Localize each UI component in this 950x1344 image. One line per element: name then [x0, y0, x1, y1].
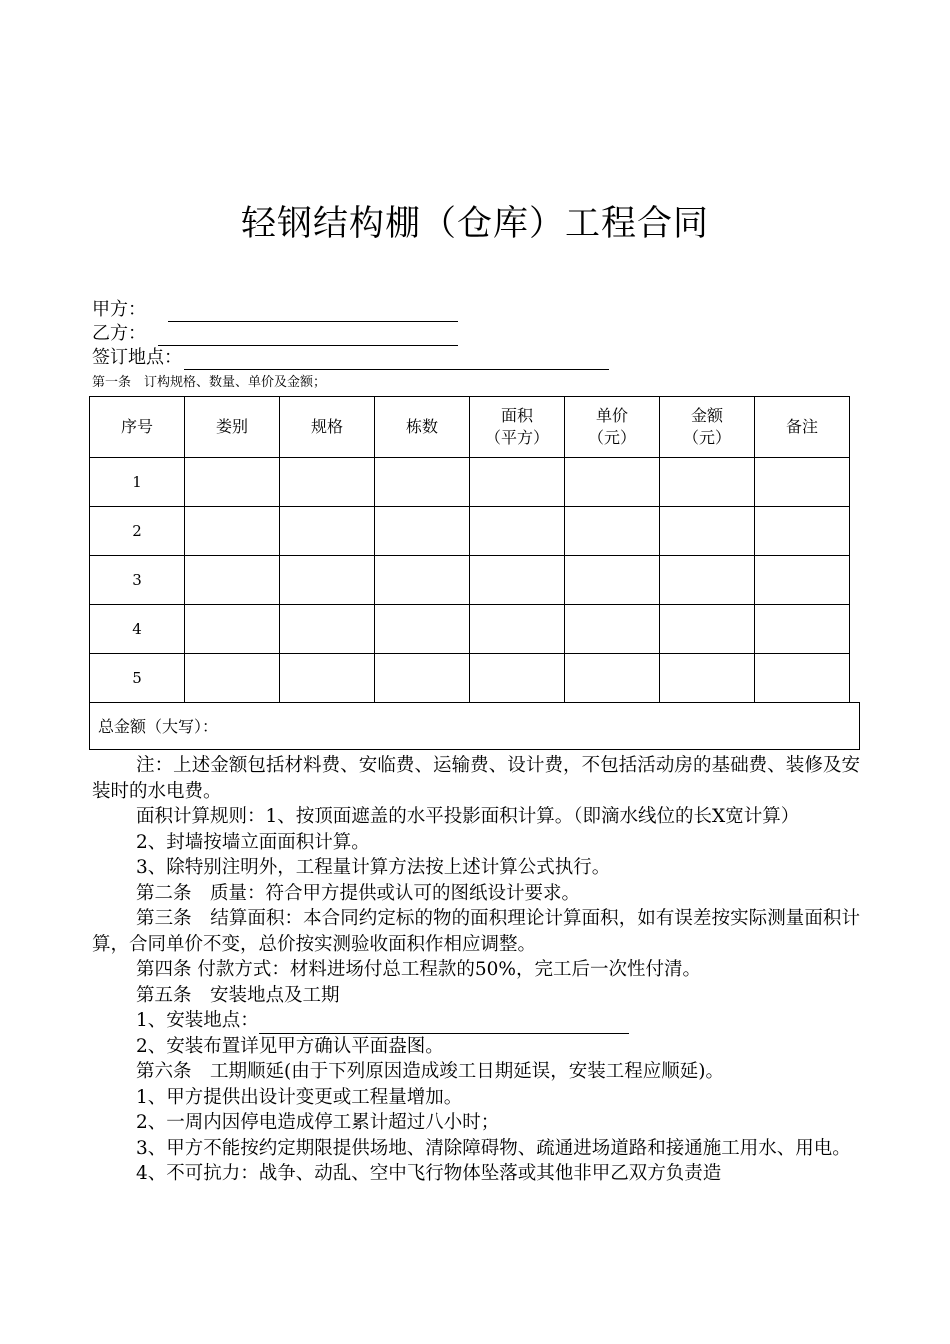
table-cell	[565, 556, 660, 605]
table-cell	[660, 654, 755, 703]
table-cell	[185, 458, 280, 507]
table-cell	[375, 556, 470, 605]
party-b-label: 乙方：	[92, 323, 146, 344]
table-cell	[280, 605, 375, 654]
header-cell: 规格	[280, 397, 375, 458]
header-cell: 栋数	[375, 397, 470, 458]
signing-place-row	[92, 346, 609, 370]
table-cell	[565, 507, 660, 556]
signing-place-blank	[184, 349, 609, 370]
table-cell	[470, 654, 565, 703]
party-a-blank	[168, 301, 458, 322]
table-cell	[755, 654, 850, 703]
install-layout-item: 2、安装布置详见甲方确认平面盎图。	[136, 1035, 444, 1057]
delay-reason-item: 4、不可抗力：战争、动乱、空中飞行物体坠落或其他非甲乙双方负责造	[136, 1163, 722, 1184]
table-cell	[280, 556, 375, 605]
table-cell	[660, 458, 755, 507]
row-index-cell: 2	[90, 507, 185, 556]
table-cell	[755, 605, 850, 654]
table-cell	[565, 605, 660, 654]
article-2: 第二条 质量：符合甲方提供或认可的图纸设计要求。	[136, 882, 581, 904]
install-location-blank	[259, 1014, 629, 1034]
table-cell	[660, 507, 755, 556]
delay-reason-item: 1、甲方提供出设计变更或工程量增加。	[136, 1086, 463, 1108]
table-header-row	[90, 397, 850, 458]
document-title: 轻钢结构棚（仓库）工程合同	[240, 204, 709, 244]
table-cell	[755, 458, 850, 507]
area-rule-paragraph: 面积计算规则：1、按顶面遮盖的水平投影面积计算。（即滴水线位的长X宽计算）	[136, 806, 800, 827]
table-row	[90, 556, 850, 605]
header-cell: 单价 （元）	[565, 397, 660, 458]
table-cell	[470, 605, 565, 654]
article-3: 第三条 结算面积：本合同约定标的物的面积理论计算面积，如有误差按实际测量面积计算，合同单价不变，总价按实测验收面积作相应调整。	[92, 908, 860, 955]
header-cell: 娄别	[185, 397, 280, 458]
article-6: 第六条 工期顺延(由于下列原因造成竣工日期延误，安装工程应顺延)。	[136, 1061, 724, 1082]
area-rule-item: 3、除特别注明外，工程量计算方法按上述计算公式执行。	[136, 857, 611, 878]
table-cell	[660, 556, 755, 605]
contract-body	[92, 753, 860, 1187]
table-cell	[280, 654, 375, 703]
table-cell	[470, 507, 565, 556]
party-b-row	[92, 322, 458, 346]
table-cell	[755, 556, 850, 605]
row-index-cell: 5	[90, 654, 185, 703]
table-cell	[565, 458, 660, 507]
table-cell	[280, 458, 375, 507]
table-cell	[280, 507, 375, 556]
table-cell	[185, 654, 280, 703]
header-cell: 序号	[90, 397, 185, 458]
delay-reason-item: 3、甲方不能按约定期限提供场地、清除障碍物、疏通进场道路和接通施工用水、用电。	[136, 1137, 851, 1159]
table-row	[90, 458, 850, 507]
article-1-heading: 第一条 订构规格、数量、单价及金额；	[92, 375, 327, 390]
party-a-row	[92, 298, 458, 322]
party-b-blank	[158, 325, 458, 346]
header-cell: 备注	[755, 397, 850, 458]
table-cell	[470, 556, 565, 605]
table-cell	[375, 654, 470, 703]
signing-place-label: 签订地点：	[92, 347, 182, 368]
order-table	[89, 396, 850, 703]
install-location-label: 1、安装地点：	[136, 1010, 259, 1031]
table-cell	[375, 458, 470, 507]
total-amount-label: 总金额（大写）：	[98, 717, 219, 736]
table-cell	[660, 605, 755, 654]
row-index-cell: 3	[90, 556, 185, 605]
table-cell	[755, 507, 850, 556]
table-cell	[185, 556, 280, 605]
area-rule-item: 2、封墙按墙立面面积计算。	[136, 831, 370, 853]
table-row	[90, 507, 850, 556]
party-a-label: 甲方：	[92, 299, 146, 320]
table-cell	[565, 654, 660, 703]
delay-reason-item: 2、一周内因停电造成停工累计超过八小时；	[136, 1112, 500, 1133]
row-index-cell: 1	[90, 458, 185, 507]
table-cell	[375, 605, 470, 654]
row-index-cell: 4	[90, 605, 185, 654]
table-row	[90, 605, 850, 654]
table-cell	[185, 507, 280, 556]
table-cell	[470, 458, 565, 507]
header-cell: 金额 （元）	[660, 397, 755, 458]
table-cell	[185, 605, 280, 654]
table-cell	[375, 507, 470, 556]
install-location-item	[92, 1008, 860, 1034]
total-amount-row	[89, 702, 860, 750]
table-row	[90, 654, 850, 703]
header-cell: 面积 （平方）	[470, 397, 565, 458]
note-paragraph: 注：上述金额包括材料费、安临费、运输费、设计费，不包括活动房的基础费、装修及安装时的水电费。	[92, 755, 860, 802]
article-5: 第五条 安装地点及工期	[136, 984, 340, 1006]
article-4: 第四条 付款方式：材料进场付总工程款的50%，完工后一次性付清。	[136, 959, 702, 980]
